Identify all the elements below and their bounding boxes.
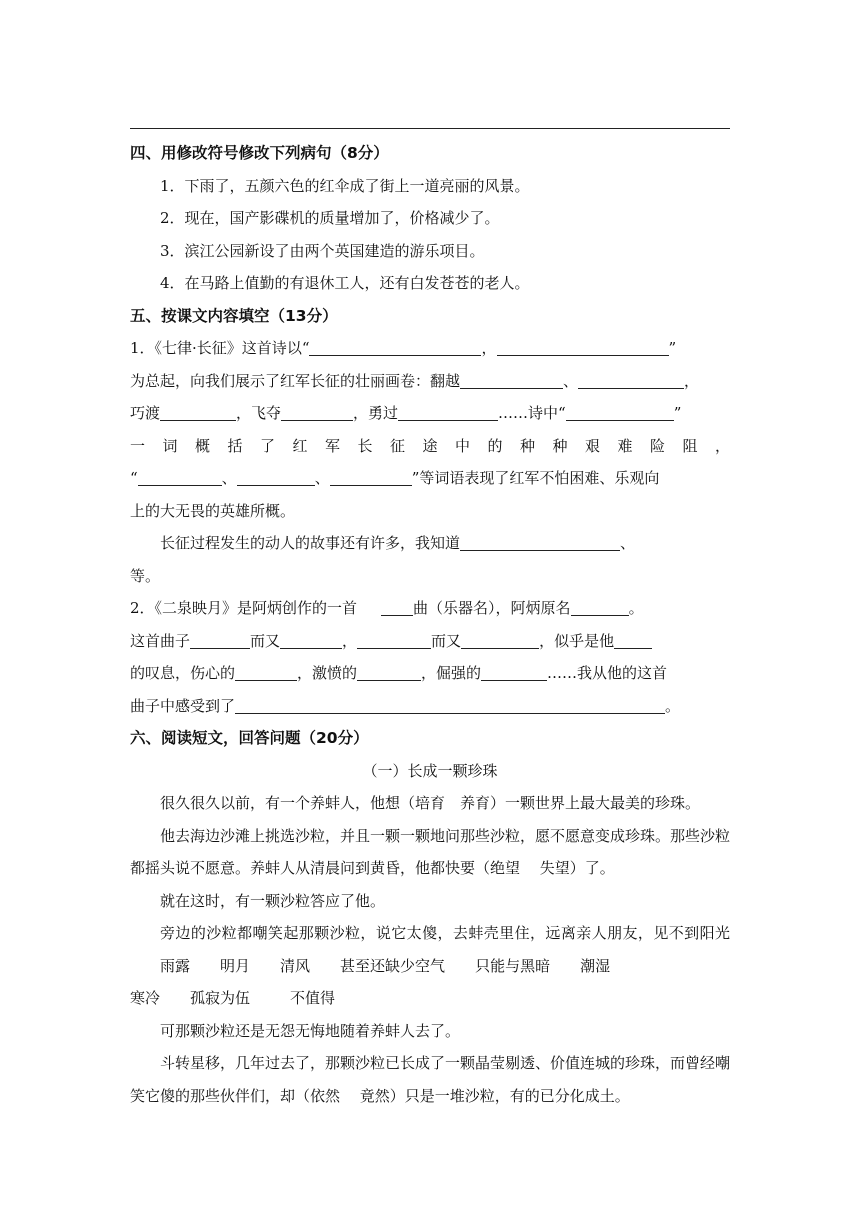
answer-blank[interactable] [357,628,431,649]
q1-text: 、 [563,371,579,390]
passage-text: 明月 [220,956,251,975]
q1-text: 长征过程发生的动人的故事还有许多，我知道 [160,534,461,552]
answer-blank[interactable] [357,660,421,681]
answer-blank[interactable] [497,335,669,356]
q2-text: 而又 [250,631,281,650]
passage-text: 旁边的沙粒都嘲笑起那颗沙粒，说它太傻，去蚌壳里住，远离亲人朋友，见不到阳光 [160,924,730,942]
q1-text: 1．《七律·长征》这首诗以“ [130,339,310,357]
answer-blank[interactable] [571,595,629,616]
q2-text: 。 [665,696,681,715]
section4-item-4: 4．在马路上值勤的有退休工人，还有白发苍苍的老人。 [160,274,530,292]
q2-text: 。 [628,599,644,617]
q2-line-3 [130,657,730,690]
passage-paragraph-6: 斗转星移，几年过去了，那颗沙粒已长成了一颗晶莹剔透、价值连城的珍珠，而曾经嘲笑它傻的那些伙伴们，却（依然 竟然）只是一堆沙粒，有的已分化成土。 [130,1054,731,1105]
section5-title: 五、按课文内容填空（13分） [130,306,338,325]
passage-text: 只能与黑暗 [475,956,551,975]
answer-blank[interactable] [461,628,539,649]
passage-text: 雨露 [160,956,191,975]
worksheet-content [130,137,730,1112]
section4-item-2: 2．现在，国产影碟机的质量增加了，价格减少了。 [160,209,500,227]
passage-paragraph-3: 就在这时，有一颗沙粒答应了他。 [160,891,386,910]
q1-text: ”等词语表现了红军不怕困难、乐观向 [411,469,660,487]
q1-line-4: 一词概括了红军长征途中的种种艰难险阻， [130,436,730,455]
q2-text: 曲子中感受到了 [130,696,236,715]
answer-blank[interactable] [460,530,620,551]
q1-line-5 [130,462,730,495]
answer-blank[interactable] [578,368,684,389]
q2-line-1 [130,592,730,625]
section4-title: 四、用修改符号修改下列病句（8分） [130,144,389,162]
answer-blank[interactable] [160,400,236,421]
q2-line-4 [130,690,730,723]
answer-blank[interactable] [309,335,481,356]
q2-text: ，激愤的 [297,664,358,682]
answer-blank[interactable] [280,628,342,649]
q1-line-2 [130,365,730,398]
q1-line-7 [130,527,730,560]
answer-blank[interactable] [281,400,353,421]
q1-text: 、 [314,469,330,487]
q1-line-6: 上的大无畏的英雄所概。 [130,501,296,520]
answer-blank[interactable] [235,693,665,714]
passage-paragraph-2: 他去海边沙滩上挑选沙粒，并且一颗一颗地问那些沙粒，愿不愿意变成珍珠。那些沙粒都摇头说不愿意。养蚌人从清晨问到黄昏，他都快要（绝望 失望）了。 [130,826,731,877]
section6-title: 六、阅读短文，回答问题（20分） [130,729,369,747]
answer-blank[interactable] [460,368,563,389]
q2-text: ，似乎是他 [539,631,615,650]
section4-item-1: 1．下雨了，五颜六色的红伞成了街上一道亮丽的风景。 [160,176,530,195]
q1-text: ，飞夺 [236,404,282,422]
answer-blank[interactable] [381,595,413,616]
q1-text: ，勇过 [353,404,399,422]
q1-text: 为总起，向我们展示了红军长征的壮丽画卷：翻越 [130,371,461,390]
q1-text: ， [684,371,700,390]
q1-text: ” [673,404,682,422]
q1-text: ， [481,339,497,357]
q1-text: ” [668,339,677,357]
q1-text: 巧渡 [130,404,161,422]
q1-text: 、 [221,469,237,487]
passage-text: 寒冷 [130,989,161,1007]
answer-blank[interactable] [614,628,652,649]
q2-text: 而又 [431,631,462,650]
passage-text: 甚至还缺少空气 [340,956,446,975]
q1-text: “ [130,469,138,487]
passage-title: （一）长成一颗珍珠 [362,761,498,780]
passage-text: 清风 [280,956,311,975]
passage-text: 潮湿 [580,956,611,975]
q2-text: 曲（乐器名），阿炳原名 [413,599,571,617]
answer-blank[interactable] [190,628,250,649]
q1-line-1 [130,332,730,365]
answer-blank[interactable] [481,660,547,681]
q2-text: ，倔强的 [421,664,482,682]
q2-text: 的叹息，伤心的 [130,664,236,682]
q1-text: ……诗中“ [498,404,566,422]
q1-line-8: 等。 [130,566,161,585]
header-rule [130,128,730,129]
passage-paragraph-1: 很久很久以前，有一个养蚌人，他想（培育 养育）一颗世界上最大最美的珍珠。 [160,794,701,812]
q2-text: ， [342,631,358,650]
section4-item-3: 3．滨江公园新设了由两个英国建造的游乐项目。 [160,241,485,260]
passage-paragraph-5: 可那颗沙粒还是无怨无悔地随着养蚌人去了。 [160,1021,461,1040]
passage-text: 不值得 [290,989,336,1007]
answer-blank[interactable] [237,465,315,486]
answer-blank[interactable] [138,465,222,486]
q1-line-3 [130,397,730,430]
q2-text: 2．《二泉映月》是阿炳创作的一首 [130,599,358,617]
passage-text: 孤寂为伍 [190,989,251,1007]
answer-blank[interactable] [566,400,674,421]
answer-blank[interactable] [235,660,297,681]
answer-blank[interactable] [330,465,412,486]
q2-text: 这首曲子 [130,631,191,650]
q2-text: ……我从他的这首 [547,664,668,682]
q1-text: 、 [620,534,636,552]
q2-line-2 [130,625,730,658]
answer-blank[interactable] [398,400,498,421]
passage-paragraph-4 [130,917,730,1015]
